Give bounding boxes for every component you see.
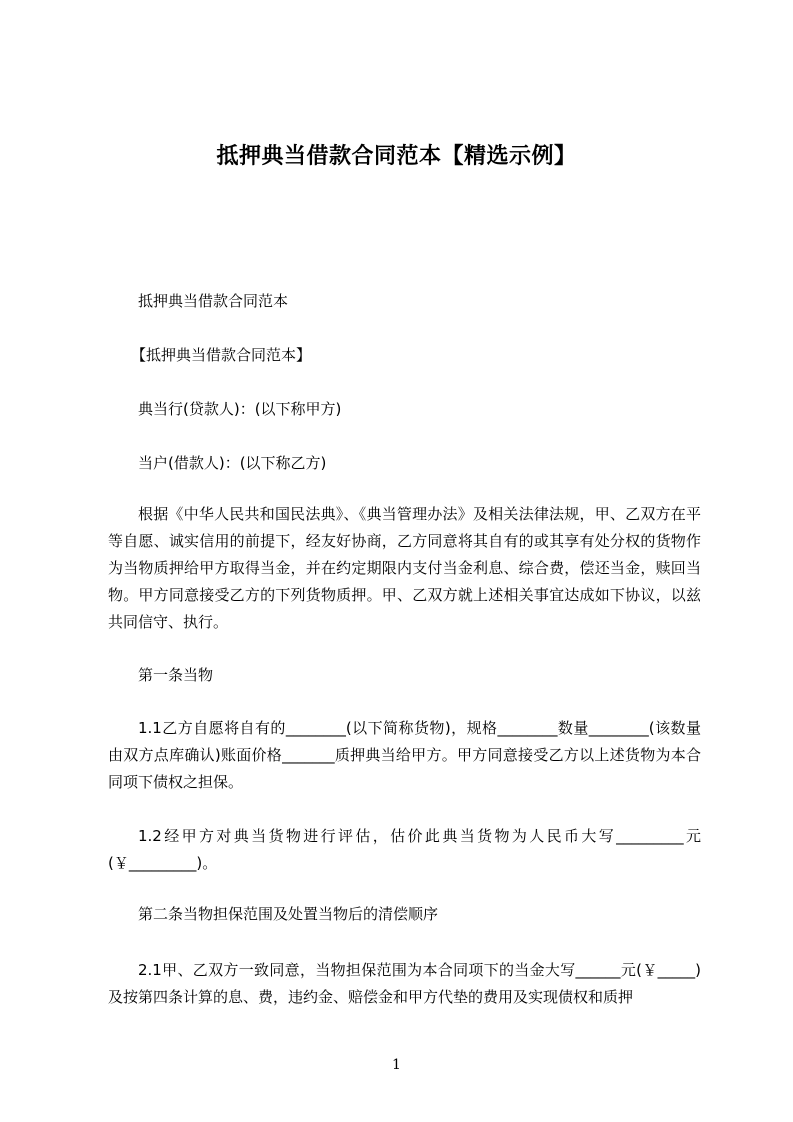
page-number: 1 bbox=[392, 1057, 401, 1073]
clause-1-1-paragraph: 1.1乙方自愿将自有的________(以下简称货物)，规格________数量________(该数量由双方点库确认)账面价格_______质押典当给甲方。甲方同意接受乙方以上述货物为本合同项下债权之担保。 bbox=[108, 719, 701, 791]
bracket-title-line: 【抵押典当借款合同范本】 bbox=[131, 346, 312, 364]
article-1-heading: 第一条当物 bbox=[138, 666, 214, 684]
document-title: 抵押典当借款合同范本【精选示例】 bbox=[216, 144, 577, 169]
article-2-heading: 第二条当物担保范围及处置当物后的清偿顺序 bbox=[138, 905, 439, 923]
preamble-paragraph: 根据《中华人民共和国民法典》、《典当管理办法》及相关法律法规，甲、乙双方在平等自愿、诚实信用的前提下，经友好协商，乙方同意将其自有的或其享有处分权的货物作为当物质押给甲方取得当金，并在约定期限内支付当金利息、综合费，偿还当金，赎回当物。甲方同意接受乙方的下列货物质押。甲、乙双方就上述相关事宜达成如下协议，以兹共同信守、执行。 bbox=[108, 505, 701, 631]
clause-1-2-paragraph: 1.2经甲方对典当货物进行评估，估价此典当货物为人民币大写_________元(￥_________)。 bbox=[108, 827, 701, 872]
subtitle-line: 抵押典当借款合同范本 bbox=[138, 292, 289, 310]
clause-2-1-paragraph: 2.1甲、乙双方一致同意，当物担保范围为本合同项下的当金大写______元(￥_____)及按第四条计算的息、费，违约金、赔偿金和甲方代垫的费用及实现债权和质押 bbox=[108, 961, 701, 1006]
lender-line: 典当行(贷款人)：(以下称甲方) bbox=[138, 400, 342, 418]
borrower-line: 当户(借款人)：(以下称乙方) bbox=[138, 454, 327, 472]
